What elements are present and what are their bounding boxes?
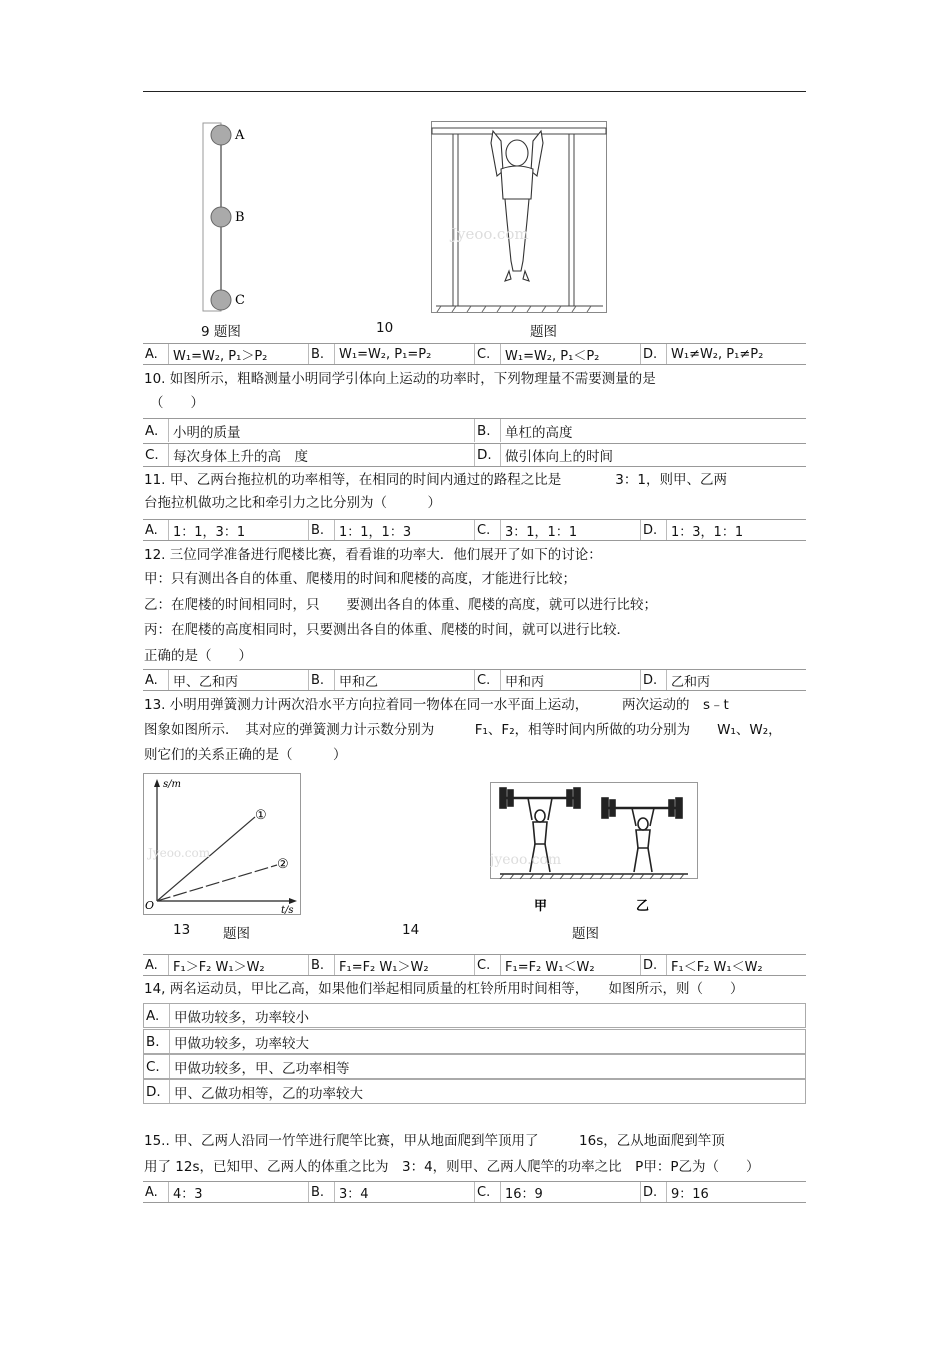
fig14-label-jia: 甲 <box>534 899 548 914</box>
q10-options-row1 <box>143 418 806 442</box>
q12-option-c[interactable]: C. 甲和丙 <box>474 670 640 690</box>
q15-option-b[interactable]: B. 3：4 <box>308 1182 474 1202</box>
q10-stem: 10. 如图所示，粗略测量小明同学引体向上运动的功率时，下列物理量不需要测量的是 <box>144 371 656 387</box>
q10-option-a[interactable]: A. 小明的质量 <box>143 419 474 442</box>
q9-option-a[interactable]: A. W₁=W₂, P₁＞P₂ <box>143 344 308 364</box>
q10-option-d[interactable]: D. 做引体向上的时间 <box>474 444 806 466</box>
q10-options-row2 <box>143 443 806 467</box>
fig13-caption-text: 题图 <box>223 926 250 942</box>
fig10-post-left <box>453 134 458 306</box>
q15-options <box>143 1181 806 1203</box>
fig14-watermark: jyeoo.com <box>490 852 562 868</box>
q15-option-a[interactable]: A. 4：3 <box>143 1182 308 1202</box>
fig14-label-yi: 乙 <box>636 899 650 914</box>
fig9-ball-b <box>211 207 231 227</box>
fig13-line1-label: ① <box>255 808 267 823</box>
fig13-x-arrow <box>289 898 297 904</box>
header-rule <box>143 91 806 92</box>
q9-option-c[interactable]: C. W₁=W₂, P₁＜P₂ <box>474 344 640 364</box>
q13-option-b[interactable]: B. F₁=F₂ W₁＞W₂ <box>308 955 474 975</box>
q14-option-a[interactable]: A. 甲做功较多，功率较小 <box>143 1003 806 1028</box>
fig10-caption-text: 题图 <box>530 324 557 340</box>
fig13-line2-label: ② <box>277 857 289 872</box>
q11-line1: 11. 甲、乙两台拖拉机的功率相等，在相同的时间内通过的路程之比是 3：1，则甲、乙两 <box>144 472 727 488</box>
q10-option-b[interactable]: B. 单杠的高度 <box>474 419 806 442</box>
fig10-person <box>491 131 543 281</box>
figure-13 <box>143 773 301 915</box>
q15-option-c[interactable]: C. 16：9 <box>474 1182 640 1202</box>
q9-options <box>143 343 806 365</box>
figure-10 <box>431 121 607 313</box>
q13-option-d[interactable]: D. F₁＜F₂ W₁＜W₂ <box>640 955 806 975</box>
q11-option-a[interactable]: A. 1：1，3：1 <box>143 520 308 540</box>
figure-9 <box>200 120 260 315</box>
q15-line1: 15.. 甲、乙两人沿同一竹竿进行爬竿比赛，甲从地面爬到竿顶用了 16s，乙从地面爬到竿顶 <box>144 1133 725 1149</box>
fig10-caption-num: 10 <box>376 320 394 336</box>
q11-options <box>143 519 806 541</box>
q9-option-d[interactable]: D. W₁≠W₂, P₁≠P₂ <box>640 344 806 364</box>
fig9-ball-c <box>211 290 231 310</box>
q13-line1: 13. 小明用弹簧测力计两次沿水平方向拉着同一物体在同一水平面上运动， 两次运动的 s﹣t <box>144 697 729 713</box>
q13-options <box>143 954 806 976</box>
fig9-label-b: B <box>235 210 245 225</box>
fig9-label-c: C <box>235 293 245 308</box>
q13-line3: 则它们的关系正确的是（ ） <box>144 747 347 763</box>
q13-option-c[interactable]: C. F₁=F₂ W₁＜W₂ <box>474 955 640 975</box>
fig13-frame <box>144 774 301 915</box>
q9-option-b[interactable]: B. W₁=W₂, P₁=P₂ <box>308 344 474 364</box>
fig9-ball-a <box>211 125 231 145</box>
q12-options <box>143 669 806 691</box>
fig13-xlabel: t/s <box>281 905 294 915</box>
figure-14 <box>490 782 698 914</box>
q14-option-b[interactable]: B. 甲做功较多，功率较大 <box>143 1029 806 1054</box>
fig13-caption-num: 13 <box>173 922 191 938</box>
q11-option-c[interactable]: C. 3：1，1：1 <box>474 520 640 540</box>
q12-option-d[interactable]: D. 乙和丙 <box>640 670 806 690</box>
fig10-post-right <box>569 134 574 306</box>
q12-jia: 甲：只有测出各自的体重、爬楼用的时间和爬楼的高度，才能进行比较； <box>144 571 576 587</box>
q10-bracket: （ ） <box>150 395 204 411</box>
q11-option-d[interactable]: D. 1：3，1：1 <box>640 520 806 540</box>
fig13-watermark: Jyeoo.com <box>148 846 211 860</box>
fig10-watermark: Jyeoo.com <box>451 225 529 243</box>
q15-option-d[interactable]: D. 9：16 <box>640 1182 806 1202</box>
fig10-ground-hatch <box>437 306 591 312</box>
q15-line2: 用了 12s，已知甲、乙两人的体重之比为 3：4，则甲、乙两人爬竿的功率之比 P甲：P乙为（ ） <box>144 1159 760 1175</box>
q13-line2: 图象如图所示． 其对应的弹簧测力计示数分别为 F₁、F₂，相等时间内所做的功分别为 W₁、W₂， <box>144 722 782 738</box>
fig13-origin: O <box>145 899 155 912</box>
fig9-caption: 9 题图 <box>201 324 241 340</box>
q14-stem: 14, 两名运动员，甲比乙高，如果他们举起相同质量的杠铃所用时间相等， 如图所示，则（ ） <box>144 981 744 997</box>
fig14-caption-text: 题图 <box>572 926 599 942</box>
fig9-label-a: A <box>235 128 245 143</box>
fig13-line-2 <box>157 865 277 901</box>
fig14-caption-num: 14 <box>402 922 420 938</box>
q12-bing: 丙：在爬楼的高度相同时，只要测出各自的体重、爬楼的时间，就可以进行比较． <box>144 622 630 638</box>
fig10-bar <box>432 128 606 134</box>
q11-option-b[interactable]: B. 1：1，1：3 <box>308 520 474 540</box>
q12-yi: 乙：在爬楼的时间相同时，只 要测出各自的体重、爬楼的高度，就可以进行比较； <box>144 597 657 613</box>
fig14-lifter-yi <box>602 798 682 872</box>
q11-line2: 台拖拉机做功之比和牵引力之比分别为（ ） <box>144 495 441 511</box>
q12-ask: 正确的是（ ） <box>144 648 252 664</box>
q13-option-a[interactable]: A. F₁＞F₂ W₁＞W₂ <box>143 955 308 975</box>
q12-stem: 12. 三位同学准备进行爬楼比赛，看看谁的功率大．他们展开了如下的讨论： <box>144 547 602 563</box>
q12-option-b[interactable]: B. 甲和乙 <box>308 670 474 690</box>
q12-option-a[interactable]: A. 甲、乙和丙 <box>143 670 308 690</box>
q14-option-d[interactable]: D. 甲、乙做功相等，乙的功率较大 <box>143 1079 806 1104</box>
q10-option-c[interactable]: C. 每次身体上升的高 度 <box>143 444 474 466</box>
fig13-y-arrow <box>154 779 160 787</box>
q14-option-c[interactable]: C. 甲做功较多，甲、乙功率相等 <box>143 1054 806 1079</box>
fig13-ylabel: s/m <box>163 779 181 790</box>
